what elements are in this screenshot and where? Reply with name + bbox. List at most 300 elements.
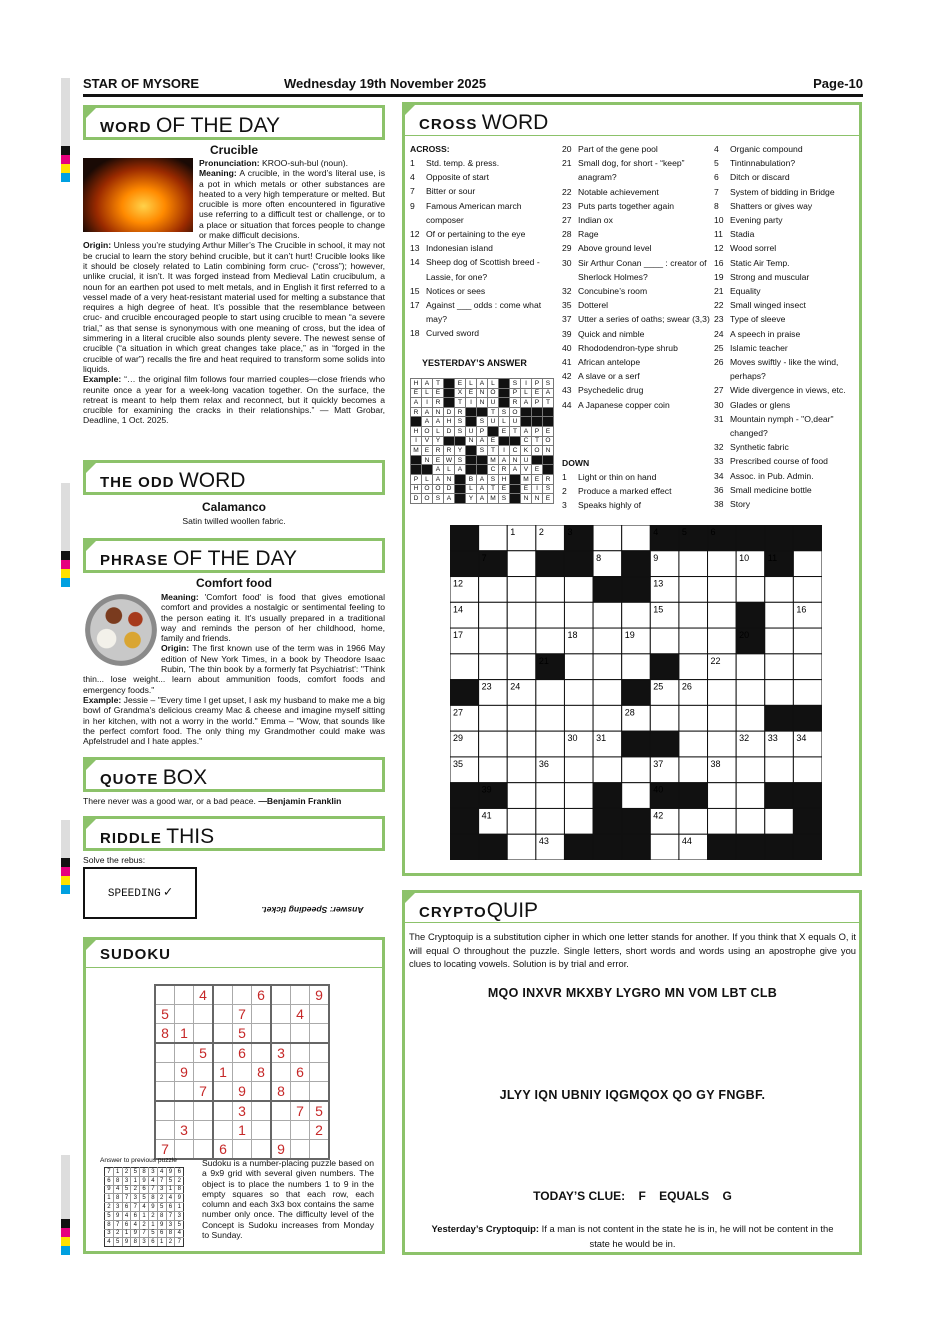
- sudoku-cell: 9: [175, 1063, 194, 1082]
- answer-cell: [488, 426, 499, 436]
- sudoku-cell: 8: [166, 1229, 175, 1238]
- crossword-clue-number: 34: [796, 733, 807, 744]
- crossword-cell[interactable]: [736, 808, 765, 834]
- sudoku-cell[interactable]: [175, 985, 194, 1005]
- sudoku-cell[interactable]: [233, 1063, 252, 1082]
- phrase-body: [83, 592, 385, 746]
- crossword-cell[interactable]: [593, 628, 622, 654]
- crossword-black-cell: [736, 834, 765, 860]
- sudoku-cell[interactable]: [213, 1024, 233, 1044]
- clue-text: Wide divergence in views, etc.: [730, 385, 846, 396]
- clue: [714, 170, 859, 184]
- answer-cell: N: [532, 494, 543, 504]
- crossword-cell[interactable]: [765, 654, 794, 680]
- answer-cell: A: [433, 474, 444, 484]
- answer-cell: M: [411, 446, 422, 456]
- clue-text: Indonesian island: [426, 243, 493, 254]
- sudoku-cell: 6: [105, 1176, 114, 1185]
- crossword-cell[interactable]: [679, 731, 708, 757]
- answer-cell: E: [488, 436, 499, 446]
- crossword-cell[interactable]: [507, 757, 536, 783]
- crossword-cell[interactable]: [708, 602, 737, 628]
- clue: [410, 241, 560, 255]
- sudoku-cell[interactable]: [194, 1024, 214, 1044]
- clue-number: 15: [410, 285, 420, 296]
- clue-number: 11: [714, 229, 723, 240]
- sudoku-cell[interactable]: [155, 985, 175, 1005]
- crossword-cell[interactable]: [507, 834, 536, 860]
- answer-cell: [543, 455, 554, 465]
- clue: [562, 284, 712, 298]
- sudoku-cell: 8: [113, 1176, 122, 1185]
- sudoku-cell[interactable]: [291, 1043, 310, 1063]
- crossword-cell[interactable]: [479, 602, 508, 628]
- print-color-strip: [61, 1155, 70, 1255]
- sudoku-cell: 7: [131, 1203, 140, 1212]
- clue: [714, 227, 859, 241]
- crossword-cell[interactable]: [507, 808, 536, 834]
- crossword-clue-number: 6: [710, 527, 716, 537]
- crossword-cell[interactable]: [650, 628, 679, 654]
- answer-cell: R: [411, 407, 422, 417]
- sudoku-cell: 3: [233, 1101, 252, 1121]
- crossword-clue-number: 24: [510, 681, 521, 692]
- sudoku-cell[interactable]: [175, 1005, 194, 1024]
- answer-cell: E: [499, 484, 510, 494]
- sudoku-cell[interactable]: [252, 1043, 272, 1063]
- sudoku-cell[interactable]: [310, 1140, 330, 1160]
- clue-text: Sir Arthur Conan ____ : creator of Sherlock Holmes?: [578, 257, 707, 282]
- crossword-cell[interactable]: [507, 654, 536, 680]
- clue-text: Speaks highly of: [578, 500, 642, 511]
- crossword-cell[interactable]: [564, 783, 593, 809]
- clue-number: 22: [562, 186, 572, 197]
- crossword-cell[interactable]: [708, 783, 737, 809]
- answer-cell: N: [444, 474, 455, 484]
- answer-cell: I: [422, 398, 433, 408]
- sudoku-cell[interactable]: [291, 1140, 310, 1160]
- clue-number: 35: [562, 300, 572, 311]
- crossword-cell[interactable]: [765, 757, 794, 783]
- clue-number: 24: [714, 328, 724, 339]
- sudoku-cell[interactable]: [213, 1121, 233, 1140]
- crossword-cell[interactable]: [679, 757, 708, 783]
- clue: [714, 412, 859, 440]
- sudoku-cell[interactable]: [310, 1082, 330, 1102]
- odd-word-meaning: Satin twilled woollen fabric.: [182, 516, 286, 526]
- crossword-cell[interactable]: [479, 705, 508, 731]
- clue: [714, 383, 859, 397]
- odd-word-header: [83, 460, 385, 495]
- corner-flag-icon: [83, 757, 99, 773]
- crossword-cell[interactable]: [793, 757, 822, 783]
- crossword-cell[interactable]: [507, 551, 536, 577]
- clue-text: Small medicine bottle: [730, 484, 812, 495]
- clue: [714, 327, 859, 341]
- answer-cell: O: [532, 446, 543, 456]
- sudoku-cell[interactable]: [291, 1082, 310, 1102]
- sudoku-cell: 2: [166, 1238, 175, 1247]
- answer-cell: S: [543, 379, 554, 389]
- sudoku-cell: 3: [157, 1185, 166, 1194]
- crossword-cell[interactable]: [507, 705, 536, 731]
- sudoku-cell[interactable]: [252, 1140, 272, 1160]
- corner-flag-icon: [83, 460, 99, 476]
- crossword-cell[interactable]: [593, 757, 622, 783]
- clue-text: Quick and nimble: [578, 328, 645, 339]
- answer-cell: [455, 474, 466, 484]
- sudoku-cell: 1: [105, 1194, 114, 1203]
- crossword-cell[interactable]: [793, 680, 822, 706]
- answer-cell: S: [499, 407, 510, 417]
- crossword-cell[interactable]: [793, 577, 822, 603]
- crossword-cell[interactable]: [679, 551, 708, 577]
- clue: [410, 156, 560, 170]
- crossword-black-cell: [593, 808, 622, 834]
- clue: [714, 298, 859, 312]
- answer-cell: R: [543, 474, 554, 484]
- sudoku-cell: 1: [233, 1121, 252, 1140]
- pronunciation-label: Pronunciation:: [199, 158, 260, 168]
- sudoku-cell[interactable]: [271, 1063, 291, 1082]
- clue-text: Static Air Temp.: [730, 257, 790, 268]
- sudoku-header: [83, 937, 385, 970]
- crossword-cell[interactable]: [622, 525, 651, 551]
- down-clues-col3: [714, 142, 859, 511]
- sudoku-cell[interactable]: [194, 1101, 214, 1121]
- answer-cell: N: [510, 455, 521, 465]
- clue: [714, 312, 859, 326]
- crossword-cell[interactable]: [536, 783, 565, 809]
- crossword-cell[interactable]: [593, 602, 622, 628]
- clue-number: 44: [562, 399, 572, 410]
- section-title-light: THIS: [166, 825, 215, 848]
- crossword-cell[interactable]: [708, 705, 737, 731]
- crossword-cell[interactable]: [708, 808, 737, 834]
- sudoku-cell[interactable]: [213, 1082, 233, 1102]
- sudoku-cell: 2: [148, 1211, 157, 1220]
- answer-cell: A: [433, 465, 444, 475]
- sudoku-cell: 8: [271, 1082, 291, 1102]
- crossword-black-cell: [479, 834, 508, 860]
- answer-cell: [543, 407, 554, 417]
- crossword-cell[interactable]: [536, 808, 565, 834]
- sudoku-cell: 7: [291, 1101, 310, 1121]
- crossword-cell[interactable]: [536, 731, 565, 757]
- crossword-cell[interactable]: [679, 577, 708, 603]
- sudoku-cell: 1: [113, 1168, 122, 1177]
- sudoku-cell[interactable]: [291, 985, 310, 1005]
- crossword-cell[interactable]: [650, 705, 679, 731]
- crossword-clue-number: 31: [596, 733, 607, 744]
- crossword-cell[interactable]: [679, 628, 708, 654]
- sudoku-cell[interactable]: [175, 1101, 194, 1121]
- answer-cell: O: [510, 407, 521, 417]
- clue-number: 37: [562, 314, 572, 325]
- section-title-bold: PHRASE: [100, 552, 169, 569]
- crossword-cell[interactable]: [622, 757, 651, 783]
- crossword-cell[interactable]: [479, 577, 508, 603]
- clue: [562, 470, 712, 484]
- clue-number: 30: [714, 399, 724, 410]
- crossword-clue-number: 32: [739, 733, 750, 744]
- riddle-answer: Answer: Speeding ticket.: [261, 905, 364, 915]
- sudoku-cell[interactable]: [252, 1082, 272, 1102]
- crossword-cell[interactable]: [479, 525, 508, 551]
- answer-cell: [532, 407, 543, 417]
- crossword-cell[interactable]: [622, 602, 651, 628]
- riddle-prompt: Solve the rebus:: [83, 855, 146, 865]
- sudoku-cell: 2: [157, 1194, 166, 1203]
- clue-number: 32: [714, 442, 724, 453]
- sudoku-cell: 1: [175, 1203, 184, 1212]
- crossword-cell[interactable]: [679, 602, 708, 628]
- crossword-cell[interactable]: [564, 654, 593, 680]
- sudoku-cell: 8: [175, 1185, 184, 1194]
- phrase-header: [83, 538, 385, 573]
- crossword-cell[interactable]: [536, 577, 565, 603]
- sudoku-cell[interactable]: [310, 1024, 330, 1044]
- clue: [714, 256, 859, 270]
- crossword-cell[interactable]: [793, 551, 822, 577]
- crossword-cell[interactable]: [593, 654, 622, 680]
- answer-cell: I: [411, 436, 422, 446]
- sudoku-cell[interactable]: [155, 1101, 175, 1121]
- crossword-cell[interactable]: [450, 654, 479, 680]
- crossword-black-cell: [622, 551, 651, 577]
- clue: [714, 454, 859, 468]
- crossword-cell[interactable]: [536, 680, 565, 706]
- crossword-cell[interactable]: [507, 731, 536, 757]
- crossword-cell[interactable]: [593, 525, 622, 551]
- clue-number: 5: [714, 158, 719, 169]
- crossword-cell[interactable]: [765, 602, 794, 628]
- clue-text: Evening party: [730, 215, 783, 226]
- crossword-cell[interactable]: [479, 731, 508, 757]
- crossword-cell[interactable]: [736, 680, 765, 706]
- crossword-cell[interactable]: [736, 757, 765, 783]
- crossword-cell[interactable]: [507, 628, 536, 654]
- crossword-cell[interactable]: [564, 577, 593, 603]
- crossword-cell[interactable]: [679, 808, 708, 834]
- clue-text: Wood sorrel: [730, 243, 777, 254]
- answer-cell: H: [411, 379, 422, 389]
- crossword-cell[interactable]: [765, 680, 794, 706]
- sudoku-cell: 8: [252, 1063, 272, 1082]
- sudoku-cell[interactable]: [310, 1005, 330, 1024]
- word-of-day-title: Crucible: [209, 143, 258, 157]
- answer-cell: A: [477, 484, 488, 494]
- crossword-cell[interactable]: [708, 680, 737, 706]
- crossword-cell[interactable]: [479, 757, 508, 783]
- clue: [714, 355, 859, 383]
- crossword-cell[interactable]: [736, 783, 765, 809]
- sudoku-cell[interactable]: [271, 1101, 291, 1121]
- sudoku-cell: 7: [113, 1220, 122, 1229]
- answer-cell: A: [477, 379, 488, 389]
- clue-text: Famous American march composer: [426, 200, 522, 225]
- crossword-cell[interactable]: [479, 628, 508, 654]
- crossword-cell[interactable]: [765, 808, 794, 834]
- crossword-cell[interactable]: [708, 731, 737, 757]
- crossword-cell[interactable]: [507, 602, 536, 628]
- crossword-cell[interactable]: [679, 705, 708, 731]
- crossword-cell[interactable]: [736, 705, 765, 731]
- answer-cell: [477, 407, 488, 417]
- sudoku-cell: 2: [131, 1185, 140, 1194]
- crossword-cell[interactable]: [765, 628, 794, 654]
- crossword-cell[interactable]: [536, 705, 565, 731]
- answer-cell: E: [466, 388, 477, 398]
- sudoku-cell[interactable]: [271, 985, 291, 1005]
- answer-cell: S: [477, 417, 488, 427]
- answer-cell: [444, 398, 455, 408]
- sudoku-cell[interactable]: [194, 1140, 214, 1160]
- sudoku-cell: 2: [140, 1220, 149, 1229]
- clue-text: African antelope: [578, 357, 641, 368]
- crossword-black-cell: [679, 783, 708, 809]
- clue-number: 38: [714, 499, 724, 510]
- issue-date: Wednesday 19th November 2025: [284, 76, 487, 91]
- crossword-cell[interactable]: [507, 577, 536, 603]
- sudoku-cell[interactable]: [271, 1121, 291, 1140]
- crossword-cell[interactable]: [564, 680, 593, 706]
- answer-cell: D: [444, 484, 455, 494]
- sudoku-cell[interactable]: [271, 1005, 291, 1024]
- crossword-clue-number: 28: [624, 707, 635, 718]
- sudoku-cell: 8: [155, 1024, 175, 1044]
- section-title-bold: THE ODD: [100, 474, 175, 491]
- sudoku-cell: 1: [131, 1176, 140, 1185]
- crossword-cell[interactable]: [564, 808, 593, 834]
- crossword-cell[interactable]: [564, 602, 593, 628]
- crossword-black-cell: [450, 834, 479, 860]
- sudoku-cell[interactable]: [213, 1043, 233, 1063]
- sudoku-cell[interactable]: [310, 1063, 330, 1082]
- sudoku-cell[interactable]: [291, 1024, 310, 1044]
- crossword-cell[interactable]: [679, 654, 708, 680]
- sudoku-cell[interactable]: [213, 1101, 233, 1121]
- sudoku-cell: 7: [233, 1005, 252, 1024]
- tick-icon: ✓: [163, 885, 173, 901]
- answer-cell: [444, 436, 455, 446]
- answer-cell: H: [499, 474, 510, 484]
- sudoku-cell[interactable]: [233, 1140, 252, 1160]
- section-title-light: OF THE DAY: [155, 114, 281, 137]
- sudoku-cell[interactable]: [194, 1063, 214, 1082]
- sudoku-cell[interactable]: [155, 1121, 175, 1140]
- crossword-cell[interactable]: [650, 834, 679, 860]
- sudoku-cell: 6: [122, 1203, 131, 1212]
- sudoku-cell: 5: [105, 1211, 114, 1220]
- pronunciation: KROO-suh-bul (noun).: [262, 158, 349, 168]
- answer-cell: R: [433, 446, 444, 456]
- clue: [562, 227, 712, 241]
- sudoku-cell[interactable]: [175, 1140, 194, 1160]
- sudoku-cell[interactable]: [291, 1121, 310, 1140]
- clue-number: 41: [562, 357, 572, 368]
- crossword-cell[interactable]: [622, 783, 651, 809]
- sudoku-cell[interactable]: [252, 1024, 272, 1044]
- sudoku-cell[interactable]: [233, 985, 252, 1005]
- clue-text: Of or pertaining to the eye: [426, 229, 526, 240]
- crossword-cell[interactable]: [708, 577, 737, 603]
- crossword-cell[interactable]: [622, 654, 651, 680]
- sudoku-cell[interactable]: [155, 1043, 175, 1063]
- sudoku-cell[interactable]: [175, 1082, 194, 1102]
- clue-number: 20: [562, 144, 572, 154]
- clue: [562, 369, 712, 383]
- sudoku-cell[interactable]: [252, 1121, 272, 1140]
- corner-flag-icon: [83, 937, 99, 953]
- crossword-cell[interactable]: [736, 577, 765, 603]
- crossword-cell[interactable]: [708, 551, 737, 577]
- clue-text: Islamic teacher: [730, 342, 788, 353]
- clue-text: Assoc. in Pub. Admin.: [730, 470, 814, 481]
- clue-text: Std. temp. & press.: [426, 158, 500, 168]
- crossword-cell[interactable]: [736, 654, 765, 680]
- sudoku-cell[interactable]: [155, 1063, 175, 1082]
- crossword-clue-number: 2: [538, 527, 544, 537]
- clue: [714, 440, 859, 454]
- clue-number: 16: [714, 257, 724, 268]
- answer-cell: [455, 494, 466, 504]
- clue: [410, 298, 560, 326]
- crossword-cell[interactable]: [564, 757, 593, 783]
- example-label: Example:: [83, 694, 122, 705]
- answer-cell: [532, 455, 543, 465]
- sudoku-cell[interactable]: [271, 1024, 291, 1044]
- crossword-cell[interactable]: [536, 602, 565, 628]
- answer-cell: R: [455, 407, 466, 417]
- crossword-cell[interactable]: [479, 654, 508, 680]
- crossword-cell[interactable]: [765, 577, 794, 603]
- crossword-cell[interactable]: [793, 628, 822, 654]
- crossword-clue-number: 12: [453, 578, 464, 589]
- sudoku-cell[interactable]: [213, 985, 233, 1005]
- sudoku-cell[interactable]: [213, 1005, 233, 1024]
- crossword-cell[interactable]: [708, 628, 737, 654]
- clue-text: Curved sword: [426, 328, 480, 339]
- answer-cell: D: [411, 494, 422, 504]
- sudoku-cell[interactable]: [194, 1005, 214, 1024]
- sudoku-cell[interactable]: [175, 1043, 194, 1063]
- crossword-clue-number: 38: [710, 758, 721, 769]
- meaning-label: Meaning:: [161, 592, 199, 602]
- crossword-cell[interactable]: [793, 654, 822, 680]
- answer-cell: L: [488, 379, 499, 389]
- section-title-bold: RIDDLE: [100, 830, 162, 847]
- sudoku-cell[interactable]: [252, 1101, 272, 1121]
- crossword-cell[interactable]: [564, 705, 593, 731]
- crossword-cell[interactable]: [593, 680, 622, 706]
- clue-number: 10: [714, 215, 724, 226]
- sudoku-cell[interactable]: [310, 1043, 330, 1063]
- cryptoquip-yesterday: [430, 1221, 835, 1251]
- answer-cell: [444, 388, 455, 398]
- sudoku-cell[interactable]: [252, 1005, 272, 1024]
- sudoku-cell[interactable]: [155, 1082, 175, 1102]
- crossword-cell[interactable]: [593, 705, 622, 731]
- sudoku-cell[interactable]: [194, 1121, 214, 1140]
- crossword-clue-number: 1: [510, 527, 516, 537]
- answer-cell: S: [510, 379, 521, 389]
- clue-number: 27: [562, 215, 572, 226]
- crossword-cell[interactable]: [507, 783, 536, 809]
- crossword-cell[interactable]: [536, 628, 565, 654]
- origin: The first known use of the term was in 1966 May edition of New York Times, in a book by Theodore Isaac Rubin, 'The thin book by a formerly fat Psychiatrist': "Think thin... lose weight... learn about ammunition foods, comfort foods and emergency foods.": [83, 643, 385, 695]
- clue-text: Rhododendron-type shrub: [578, 342, 678, 353]
